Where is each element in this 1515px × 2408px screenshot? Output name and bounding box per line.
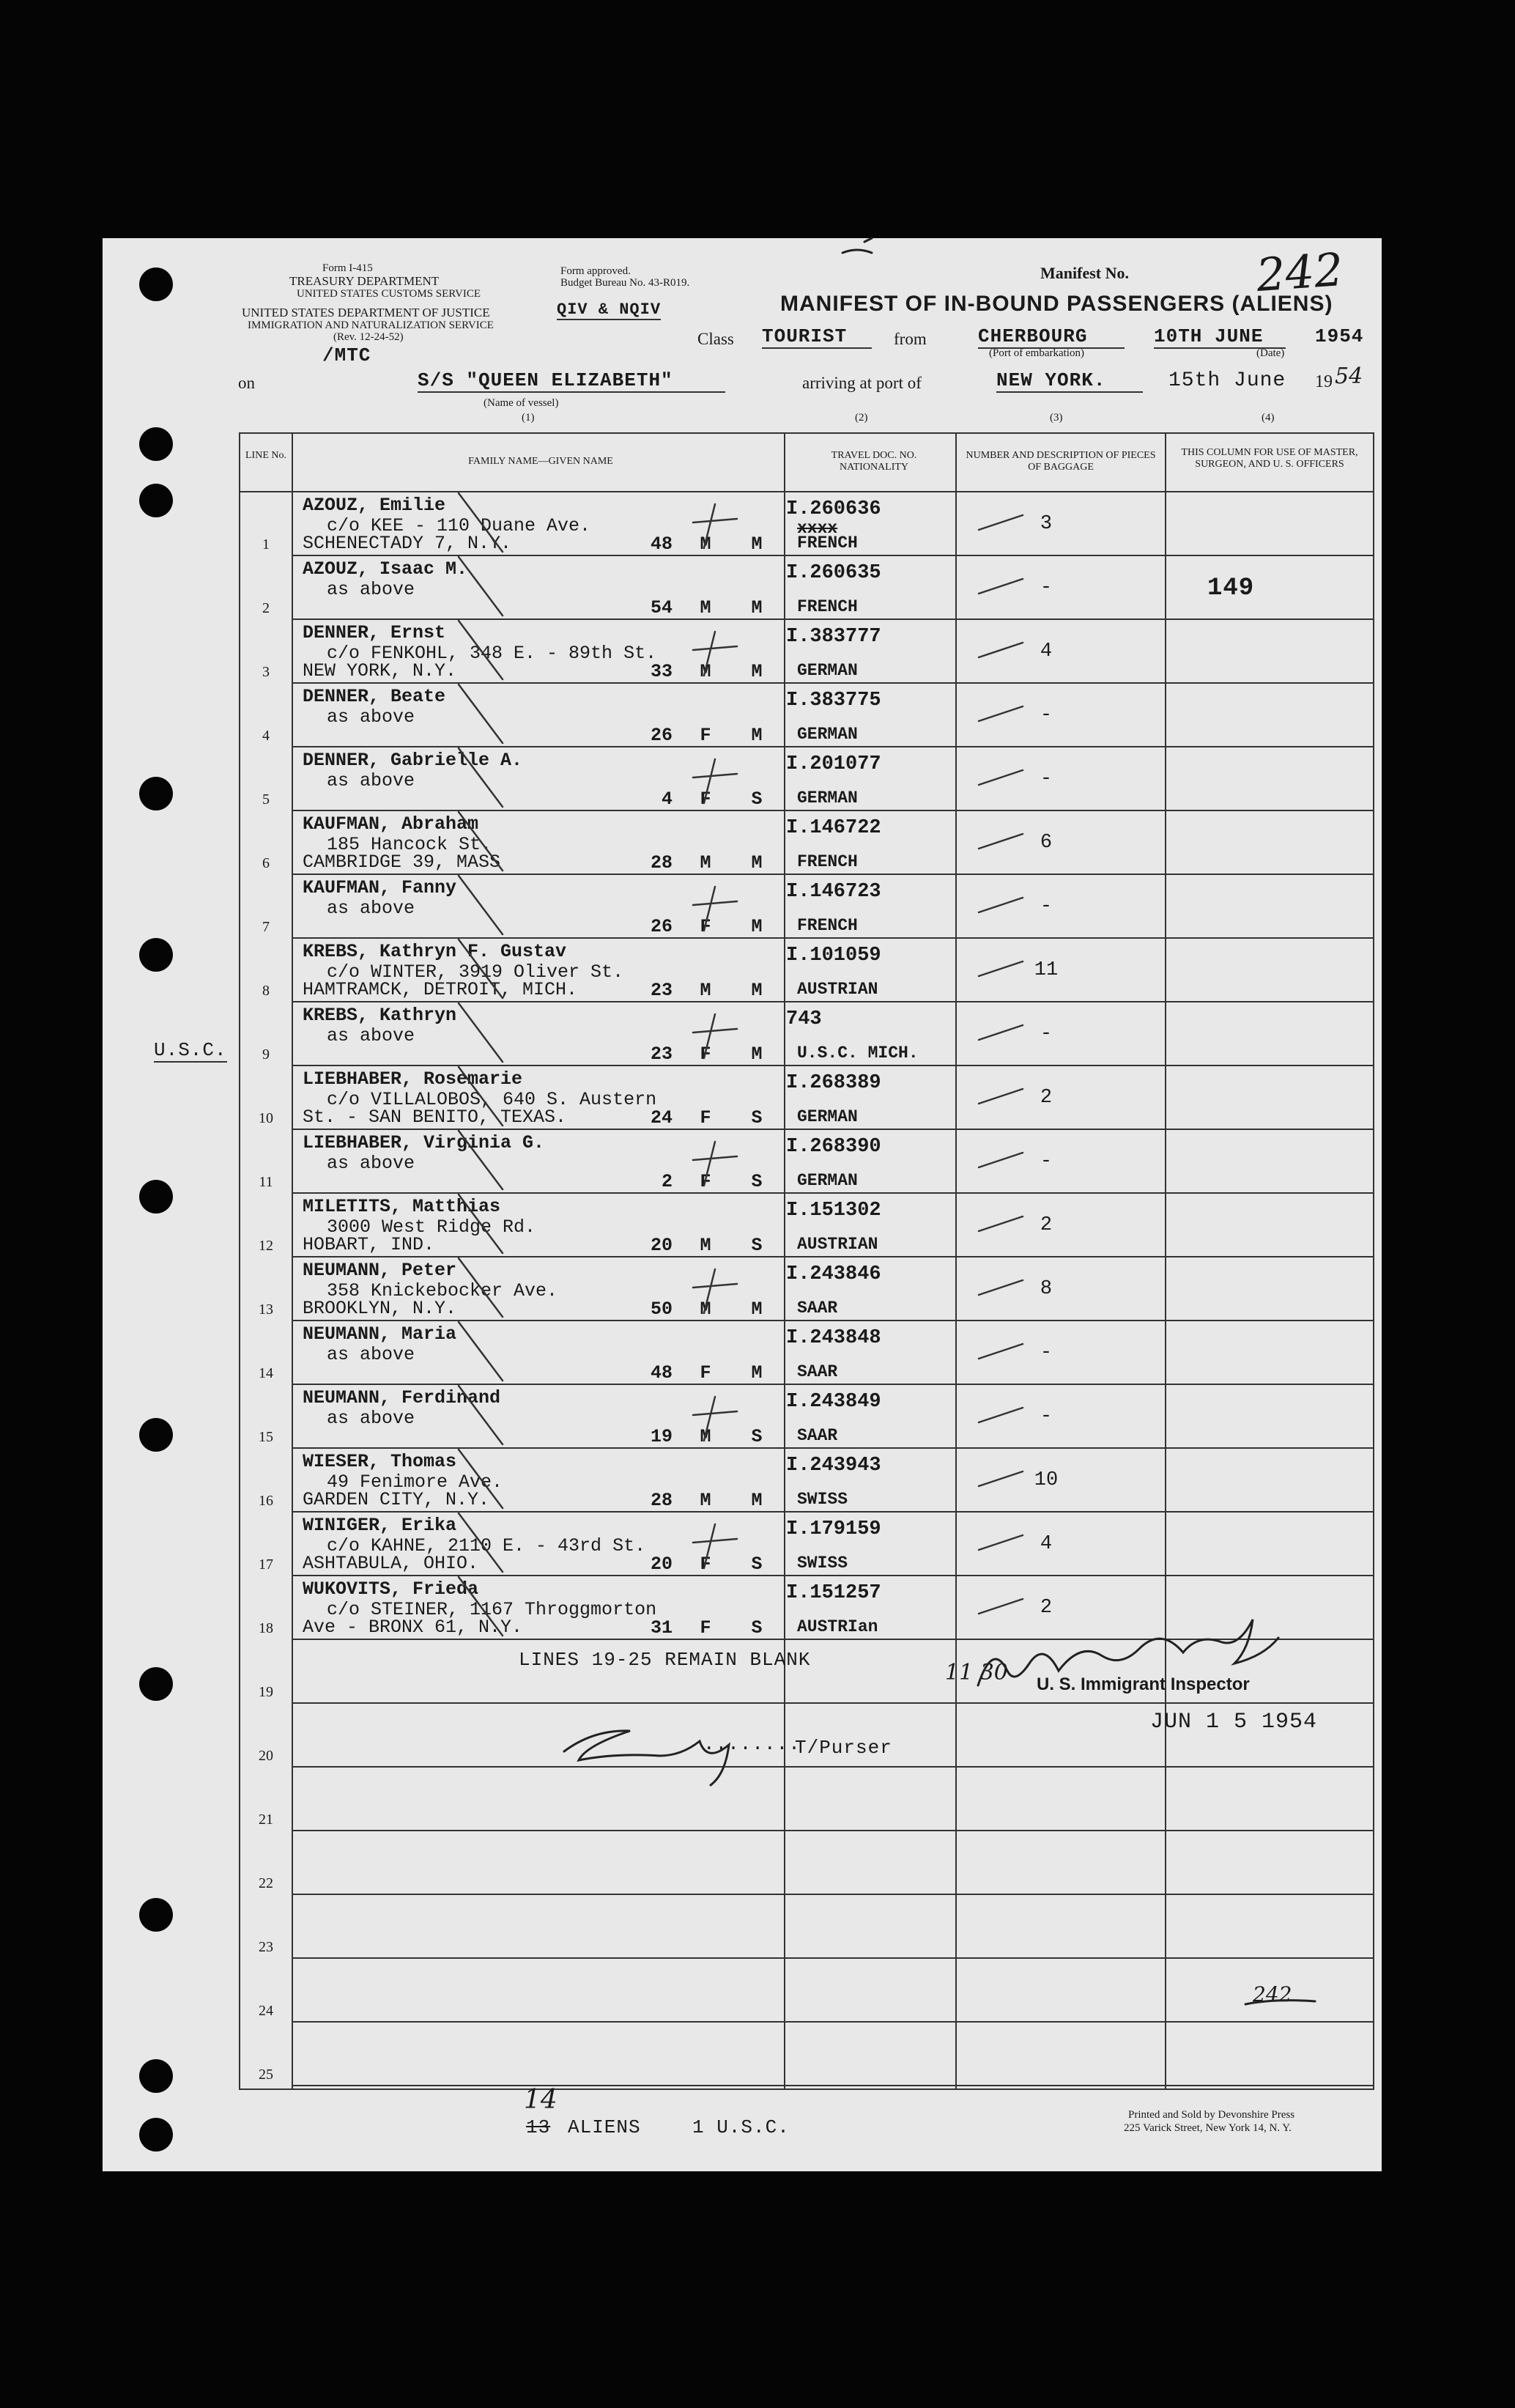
- passenger-sex: F: [700, 1171, 711, 1192]
- travel-doc-no: I.179159: [786, 1518, 881, 1540]
- passenger-sex: F: [700, 1044, 711, 1065]
- punch-hole: [139, 1418, 173, 1452]
- nationality: FRENCH: [797, 597, 858, 616]
- passenger-age: 2: [661, 1171, 673, 1192]
- travel-doc-no: I.268390: [786, 1136, 881, 1158]
- arriving-label: arriving at port of: [802, 374, 922, 392]
- table-row: [240, 1320, 1373, 1384]
- line-number: 15: [259, 1429, 273, 1445]
- header-line-no: LINE No.: [245, 450, 286, 461]
- passenger-name: MILETITS, Matthias: [303, 1196, 501, 1217]
- baggage-count: -: [1040, 768, 1053, 790]
- revision: (Rev. 12-24-52): [333, 331, 404, 343]
- budget-bureau: Budget Bureau No. 43-R019.: [560, 277, 690, 289]
- passenger-address-1: as above: [327, 770, 415, 791]
- baggage-count: 2: [1040, 1214, 1053, 1236]
- travel-doc-no: I.201077: [786, 753, 881, 775]
- passenger-age: 20: [650, 1554, 673, 1575]
- travel-doc-no: I.151302: [786, 1200, 881, 1222]
- table-row: [240, 1894, 1373, 1957]
- passenger-name: KAUFMAN, Abraham: [303, 813, 479, 835]
- date-label: (Date): [1256, 347, 1285, 359]
- table-row: [240, 491, 1373, 555]
- table-row: [240, 555, 1373, 618]
- passenger-age: 33: [650, 661, 673, 682]
- passenger-address-2: GARDEN CITY, N.Y.: [303, 1489, 490, 1510]
- passenger-sex: F: [700, 1107, 711, 1129]
- baggage-count: 8: [1040, 1278, 1053, 1300]
- passenger-name: NEUMANN, Peter: [303, 1260, 457, 1281]
- nationality: U.S.C. MICH.: [797, 1044, 919, 1063]
- table-row: [240, 618, 1373, 682]
- header-officers: THIS COLUMN FOR USE OF MASTER, SURGEON, AND U. S. OFFICERS: [1181, 447, 1358, 470]
- baggage-count: -: [1040, 1342, 1053, 1364]
- nationality: GERMAN: [797, 788, 858, 808]
- purser-dots: ........: [703, 1733, 801, 1755]
- table-row: [240, 1511, 1373, 1575]
- punch-hole: [139, 1180, 173, 1214]
- passenger-name: NEUMANN, Ferdinand: [303, 1387, 501, 1408]
- line-number: 3: [262, 664, 270, 680]
- table-row: [240, 1384, 1373, 1447]
- passenger-name: AZOUZ, Emilie: [303, 495, 446, 516]
- from-label: from: [894, 330, 927, 348]
- header-baggage: NUMBER AND DESCRIPTION OF PIECES OF BAGGAGE: [966, 450, 1156, 473]
- table-row: [240, 1192, 1373, 1256]
- passenger-address-2: NEW YORK, N.Y.: [303, 660, 457, 682]
- table-row: [240, 1256, 1373, 1320]
- passenger-age: 28: [650, 852, 673, 874]
- nationality: GERMAN: [797, 725, 858, 744]
- justice-dept: UNITED STATES DEPARTMENT OF JUSTICE: [242, 306, 490, 320]
- travel-doc-no: I.146723: [786, 881, 881, 903]
- baggage-count: -: [1040, 895, 1053, 917]
- passenger-address-2: CAMBRIDGE 39, MASS: [303, 852, 501, 873]
- marital-status: M: [751, 1299, 763, 1320]
- baggage-count: 4: [1040, 1533, 1053, 1555]
- line-number: 11: [259, 1174, 273, 1190]
- passenger-age: 50: [650, 1299, 673, 1320]
- line-number: 19: [259, 1684, 273, 1700]
- passenger-address-1: as above: [327, 706, 415, 728]
- arrival-date: 15th June: [1168, 369, 1286, 392]
- table-row: [240, 1766, 1373, 1830]
- table-row: [240, 1447, 1373, 1511]
- table-row: [240, 1830, 1373, 1894]
- travel-doc-no: 743: [786, 1008, 822, 1030]
- passenger-age: 23: [650, 1044, 673, 1065]
- passenger-address-1: 358 Knickebocker Ave.: [327, 1280, 558, 1301]
- header-doc: TRAVEL DOC. NO. NATIONALITY: [831, 450, 917, 473]
- line-number: 2: [262, 600, 270, 616]
- passenger-address-1: c/o KAHNE, 2110 E. - 43rd St.: [327, 1535, 646, 1556]
- table-row: [240, 1129, 1373, 1192]
- punch-hole: [139, 484, 173, 517]
- travel-doc-no: I.146722: [786, 817, 881, 839]
- marital-status: M: [751, 725, 763, 746]
- passenger-age: 4: [661, 788, 673, 810]
- punch-hole: [139, 938, 173, 972]
- passenger-address-1: as above: [327, 1344, 415, 1365]
- marital-status: S: [751, 1171, 763, 1192]
- passenger-sex: M: [700, 533, 711, 555]
- passenger-age: 24: [650, 1107, 673, 1129]
- side-note-usc: U.S.C.: [154, 1039, 227, 1061]
- passenger-address-2: St. - SAN BENITO, TEXAS.: [303, 1107, 567, 1128]
- baggage-count: -: [1040, 704, 1053, 726]
- passenger-address-1: 185 Hancock St.: [327, 834, 492, 855]
- nationality: GERMAN: [797, 1171, 858, 1190]
- line-number: 8: [262, 983, 270, 999]
- passenger-sex: M: [700, 597, 711, 618]
- punch-hole: [139, 427, 173, 461]
- baggage-count: -: [1040, 1023, 1053, 1045]
- passenger-address-1: c/o VILLALOBOS, 640 S. Austern: [327, 1089, 657, 1110]
- passenger-age: 26: [650, 725, 673, 746]
- treasury-dept: TREASURY DEPARTMENT: [289, 274, 440, 288]
- table-row: [240, 682, 1373, 746]
- passenger-name: KREBS, Kathryn: [303, 1005, 457, 1026]
- line-number: 25: [259, 2067, 273, 2083]
- line-number: 6: [262, 855, 270, 871]
- passenger-age: 23: [650, 980, 673, 1001]
- passenger-address-2: HAMTRAMCK, DETROIT, MICH.: [303, 979, 578, 1000]
- customs-service: UNITED STATES CUSTOMS SERVICE: [297, 288, 481, 300]
- printer-line-1: Printed and Sold by Devonshire Press: [1128, 2109, 1295, 2121]
- line-number: 23: [259, 1939, 273, 1955]
- nationality: GERMAN: [797, 1107, 858, 1126]
- nationality: SAAR: [797, 1299, 838, 1318]
- passenger-address-2: ASHTABULA, OHIO.: [303, 1553, 479, 1574]
- marital-status: M: [751, 852, 763, 874]
- punch-hole: [139, 2118, 173, 2152]
- inspector-label: U. S. Immigrant Inspector: [1037, 1674, 1250, 1694]
- line-number: 12: [259, 1238, 273, 1254]
- passenger-sex: F: [700, 1362, 711, 1384]
- line-number: 14: [259, 1365, 273, 1381]
- nationality: FRENCH: [797, 533, 858, 553]
- line-number: 9: [262, 1046, 270, 1063]
- travel-doc-no: I.243846: [786, 1263, 881, 1285]
- line-number: 22: [259, 1875, 273, 1891]
- line-number: 10: [259, 1110, 273, 1126]
- nationality: SWISS: [797, 1490, 848, 1509]
- travel-doc-no: I.260635: [786, 562, 881, 584]
- travel-doc-no: I.260636: [786, 498, 881, 520]
- passenger-sex: M: [700, 980, 711, 1001]
- embark-date: 10TH JUNE: [1154, 325, 1286, 349]
- passenger-age: 31: [650, 1617, 673, 1639]
- col-num-3: (3): [1050, 412, 1063, 424]
- alien-count-corrected: 14: [524, 2085, 558, 2115]
- nationality: SAAR: [797, 1362, 838, 1381]
- travel-doc-no: I.243943: [786, 1455, 881, 1477]
- embark-port: CHERBOURG: [978, 325, 1125, 349]
- passenger-sex: M: [700, 1299, 711, 1320]
- passenger-sex: M: [700, 1235, 711, 1256]
- passenger-name: WINIGER, Erika: [303, 1515, 457, 1536]
- passenger-sex: M: [700, 852, 711, 874]
- on-label: on: [238, 374, 255, 392]
- table-row: [240, 2021, 1373, 2085]
- line-number: 13: [259, 1301, 273, 1318]
- marital-status: S: [751, 1554, 763, 1575]
- passenger-address-1: c/o WINTER, 3919 Oliver St.: [327, 961, 624, 983]
- embark-port-label: (Port of embarkation): [989, 347, 1084, 359]
- table-row: [240, 810, 1373, 874]
- table-row: [240, 1575, 1373, 1639]
- passenger-age: 19: [650, 1426, 673, 1447]
- embark-year: 1954: [1315, 325, 1364, 347]
- line-number: 24: [259, 2003, 273, 2019]
- travel-doc-no: I.101059: [786, 945, 881, 967]
- doc-extra: xxxx: [797, 519, 838, 538]
- passenger-address-1: 49 Fenimore Ave.: [327, 1471, 503, 1493]
- passenger-sex: M: [700, 661, 711, 682]
- passenger-address-1: as above: [327, 898, 415, 919]
- passenger-age: 48: [650, 533, 673, 555]
- nationality: FRENCH: [797, 916, 858, 935]
- passenger-sex: M: [700, 1490, 711, 1511]
- page-number-handwritten: 242: [1253, 1982, 1292, 2006]
- punch-hole: [139, 2059, 173, 2093]
- marital-status: M: [751, 916, 763, 937]
- col-num-2: (2): [855, 412, 868, 424]
- purser-label: T/Purser: [795, 1737, 892, 1759]
- travel-doc-no: I.151257: [786, 1582, 881, 1604]
- punch-hole: [139, 1667, 173, 1701]
- nationality: SWISS: [797, 1554, 848, 1573]
- marital-status: M: [751, 661, 763, 682]
- baggage-count: 2: [1040, 1087, 1053, 1109]
- manifest-title: MANIFEST OF IN-BOUND PASSENGERS (ALIENS): [780, 292, 1333, 316]
- passenger-name: DENNER, Gabrielle A.: [303, 750, 523, 771]
- passenger-age: 54: [650, 597, 673, 618]
- punch-hole: [139, 777, 173, 810]
- line-number: 5: [262, 791, 270, 808]
- mtc-code: /MTC: [322, 344, 371, 366]
- arrival-port: NEW YORK.: [996, 369, 1143, 393]
- vessel-label: (Name of vessel): [484, 397, 559, 409]
- passenger-sex: F: [700, 1554, 711, 1575]
- baggage-count: -: [1040, 577, 1053, 599]
- manifest-number-handwritten: 242: [1254, 242, 1345, 303]
- line-number: 16: [259, 1493, 273, 1509]
- passenger-age: 28: [650, 1490, 673, 1511]
- line-number: 17: [259, 1556, 273, 1573]
- passenger-table: [239, 432, 1374, 2090]
- passenger-name: DENNER, Ernst: [303, 622, 446, 643]
- visa-codes: QIV & NQIV: [557, 300, 662, 319]
- passenger-address-1: c/o STEINER, 1167 Throggmorton: [327, 1599, 657, 1620]
- manifest-no-label: Manifest No.: [1040, 264, 1129, 282]
- baggage-count: 6: [1040, 832, 1053, 854]
- marital-status: M: [751, 597, 763, 618]
- table-row: [240, 1065, 1373, 1129]
- baggage-count: 2: [1040, 1597, 1053, 1619]
- baggage-count: 10: [1034, 1469, 1059, 1491]
- passenger-name: LIEBHABER, Virginia G.: [303, 1132, 545, 1153]
- passenger-address-2: BROOKLYN, N.Y.: [303, 1298, 457, 1319]
- punch-hole: [139, 267, 173, 301]
- passenger-name: KREBS, Kathryn F. Gustav: [303, 941, 567, 962]
- passenger-address-1: as above: [327, 579, 415, 600]
- nationality: AUSTRIAN: [797, 980, 878, 999]
- table-row: [240, 1001, 1373, 1065]
- passenger-address-1: as above: [327, 1025, 415, 1046]
- passenger-address-2: SCHENECTADY 7, N.Y.: [303, 533, 512, 554]
- passenger-address-2: Ave - BRONX 61, N.Y.: [303, 1617, 523, 1638]
- marital-status: M: [751, 533, 763, 555]
- remain-blank-note: LINES 19-25 REMAIN BLANK: [519, 1649, 811, 1671]
- nationality: SAAR: [797, 1426, 838, 1445]
- passenger-address-1: c/o KEE - 110 Duane Ave.: [327, 515, 591, 536]
- passenger-address-1: 3000 West Ridge Rd.: [327, 1216, 536, 1238]
- form-approved: Form approved.: [560, 265, 631, 277]
- ins-service: IMMIGRATION AND NATURALIZATION SERVICE: [248, 320, 494, 331]
- table-row: [240, 874, 1373, 937]
- usc-count: 1 U.S.C.: [692, 2116, 790, 2138]
- arrival-year-prefix: 19: [1315, 372, 1333, 391]
- marital-status: M: [751, 1490, 763, 1511]
- class-label: Class: [697, 330, 734, 348]
- col-num-4: (4): [1262, 412, 1275, 424]
- marital-status: S: [751, 1235, 763, 1256]
- passenger-name: DENNER, Beate: [303, 686, 446, 707]
- travel-doc-no: I.243849: [786, 1391, 881, 1413]
- passenger-age: 20: [650, 1235, 673, 1256]
- baggage-count: -: [1040, 1151, 1053, 1172]
- travel-doc-no: I.268389: [786, 1072, 881, 1094]
- arrival-year: 54: [1335, 363, 1363, 389]
- passenger-name: LIEBHABER, Rosemarie: [303, 1068, 523, 1090]
- baggage-count: 3: [1040, 513, 1053, 535]
- form-number: Form I-415: [322, 262, 373, 274]
- table-row: [240, 937, 1373, 1001]
- aliens-label: ALIENS: [568, 2116, 641, 2138]
- passenger-name: WUKOVITS, Frieda: [303, 1578, 479, 1600]
- inspection-stamp: JUN 1 5 1954: [1150, 1710, 1318, 1735]
- header-name: FAMILY NAME—GIVEN NAME: [468, 456, 613, 467]
- nationality: AUSTRIAN: [797, 1235, 878, 1254]
- passenger-address-1: as above: [327, 1153, 415, 1174]
- marital-status: S: [751, 1426, 763, 1447]
- passenger-name: AZOUZ, Isaac M.: [303, 558, 468, 580]
- passenger-sex: F: [700, 916, 711, 937]
- marital-status: S: [751, 788, 763, 810]
- passenger-sex: F: [700, 788, 711, 810]
- punch-hole: [139, 1898, 173, 1932]
- line-number: 18: [259, 1620, 273, 1636]
- col-num-1: (1): [522, 412, 535, 424]
- line-number: 20: [259, 1748, 273, 1764]
- alien-count-original: 13: [526, 2116, 551, 2138]
- passenger-age: 48: [650, 1362, 673, 1384]
- line-number: 1: [262, 536, 270, 553]
- passenger-address-1: as above: [327, 1408, 415, 1429]
- line-number: 4: [262, 728, 270, 744]
- time-note: 11 30: [945, 1660, 1008, 1685]
- class-value: TOURIST: [762, 325, 872, 349]
- line-number: 7: [262, 919, 270, 935]
- baggage-count: 4: [1040, 640, 1053, 662]
- passenger-sex: F: [700, 725, 711, 746]
- nationality: GERMAN: [797, 661, 858, 680]
- printer-line-2: 225 Varick Street, New York 14, N. Y.: [1124, 2122, 1292, 2134]
- marital-status: M: [751, 1044, 763, 1065]
- passenger-sex: M: [700, 1426, 711, 1447]
- table-row: [240, 1957, 1373, 2021]
- passenger-address-1: c/o FENKOHL, 348 E. - 89th St.: [327, 643, 657, 664]
- travel-doc-no: I.243848: [786, 1327, 881, 1349]
- passenger-name: KAUFMAN, Fanny: [303, 877, 457, 898]
- travel-doc-no: I.383777: [786, 626, 881, 648]
- passenger-age: 26: [650, 916, 673, 937]
- passenger-name: WIESER, Thomas: [303, 1451, 457, 1472]
- marital-status: S: [751, 1617, 763, 1639]
- nationality: FRENCH: [797, 852, 858, 871]
- vessel-name: S/S "QUEEN ELIZABETH": [418, 369, 725, 393]
- marital-status: S: [751, 1107, 763, 1129]
- baggage-count: -: [1040, 1406, 1053, 1428]
- passenger-name: NEUMANN, Maria: [303, 1323, 457, 1345]
- passenger-address-2: HOBART, IND.: [303, 1234, 435, 1255]
- line-number: 21: [259, 1811, 273, 1828]
- nationality: AUSTRIan: [797, 1617, 878, 1636]
- marital-status: M: [751, 1362, 763, 1384]
- passenger-sex: F: [700, 1617, 711, 1639]
- marital-status: M: [751, 980, 763, 1001]
- baggage-count: 11: [1034, 959, 1059, 981]
- officer-mark: 149: [1207, 575, 1255, 602]
- table-row: [240, 746, 1373, 810]
- travel-doc-no: I.383775: [786, 690, 881, 712]
